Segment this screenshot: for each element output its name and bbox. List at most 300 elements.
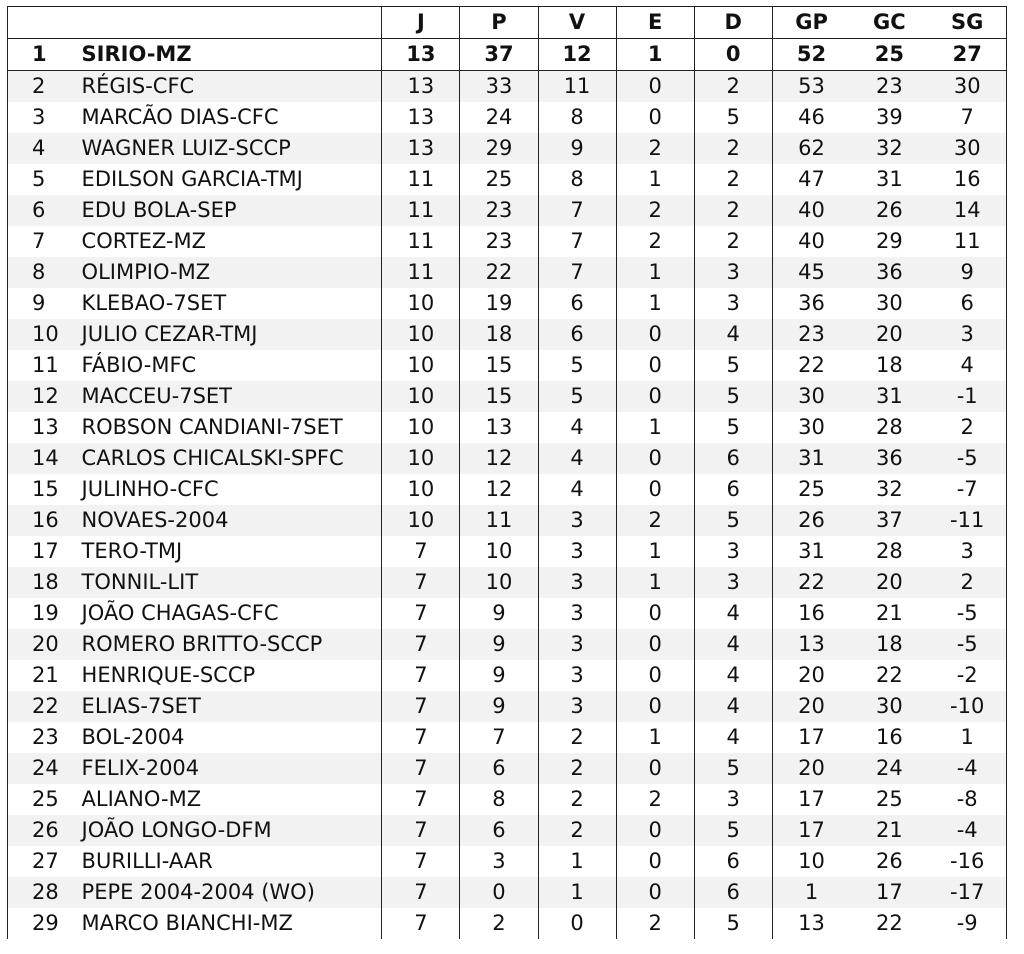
table-row bbox=[8, 474, 1007, 505]
table-row bbox=[8, 753, 1007, 784]
gp-cell: 13 bbox=[772, 908, 850, 939]
gp-cell: 30 bbox=[772, 381, 850, 412]
e-cell: 2 bbox=[616, 784, 694, 815]
e-cell: 2 bbox=[616, 195, 694, 226]
d-cell: 5 bbox=[694, 753, 772, 784]
j-cell: 11 bbox=[382, 195, 460, 226]
p-cell: 23 bbox=[460, 195, 538, 226]
table-row bbox=[8, 226, 1007, 257]
e-cell: 2 bbox=[616, 226, 694, 257]
d-cell: 4 bbox=[694, 598, 772, 629]
gc-cell: 30 bbox=[876, 291, 903, 315]
d-cell: 6 bbox=[694, 474, 772, 505]
sg-cell: 7 bbox=[928, 102, 1006, 133]
rank-cell: 24 bbox=[8, 753, 66, 784]
e-cell: 0 bbox=[616, 629, 694, 660]
table-row bbox=[8, 691, 1007, 722]
gc-cell: 25 bbox=[850, 39, 928, 71]
gc-cell: 28 bbox=[876, 415, 903, 439]
team-cell: BURILLI-AAR bbox=[81, 849, 213, 873]
sg-cell: -17 bbox=[928, 877, 1006, 908]
j-cell: 13 bbox=[382, 39, 460, 71]
j-cell: 10 bbox=[382, 412, 460, 443]
gc-cell: 21 bbox=[850, 815, 928, 846]
v-cell: 3 bbox=[538, 660, 616, 691]
standings-table-container bbox=[7, 6, 1007, 939]
table-row bbox=[8, 412, 1007, 443]
e-cell: 0 bbox=[616, 598, 694, 629]
j-cell: 10 bbox=[382, 319, 460, 350]
e-cell: 2 bbox=[616, 133, 694, 164]
gp-cell: 13 bbox=[772, 629, 850, 660]
v-cell: 5 bbox=[538, 350, 616, 381]
p-cell: 0 bbox=[460, 877, 538, 908]
e-cell: 0 bbox=[616, 350, 694, 381]
team-cell: FÁBIO-MFC bbox=[81, 353, 197, 377]
j-cell: 7 bbox=[382, 536, 460, 567]
gp-cell: 62 bbox=[772, 133, 850, 164]
rank-cell: 1 bbox=[8, 39, 66, 71]
team-cell: TONNIL-LIT bbox=[66, 567, 382, 598]
header-e: E bbox=[616, 7, 694, 39]
sg-cell: 16 bbox=[928, 164, 1006, 195]
p-cell: 6 bbox=[460, 753, 538, 784]
j-cell: 7 bbox=[382, 753, 460, 784]
gp-cell: 23 bbox=[772, 319, 850, 350]
p-cell: 6 bbox=[460, 815, 538, 846]
v-cell: 5 bbox=[538, 381, 616, 412]
d-cell: 2 bbox=[694, 226, 772, 257]
gc-cell: 17 bbox=[850, 877, 928, 908]
gp-cell: 20 bbox=[772, 660, 850, 691]
team-cell: NOVAES-2004 bbox=[66, 505, 382, 536]
rank-cell: 4 bbox=[8, 133, 66, 164]
rank-cell: 3 bbox=[8, 102, 66, 133]
sg-cell: -5 bbox=[928, 598, 1006, 629]
e-cell: 1 bbox=[616, 412, 694, 443]
team-cell: ROBSON CANDIANI-7SET bbox=[81, 415, 343, 439]
gp-cell: 17 bbox=[772, 784, 850, 815]
sg-cell: 2 bbox=[928, 412, 1006, 443]
d-cell: 3 bbox=[694, 567, 772, 598]
sg-cell: 2 bbox=[928, 567, 1006, 598]
j-cell: 7 bbox=[382, 815, 460, 846]
rank-cell: 9 bbox=[8, 288, 66, 319]
p-cell: 29 bbox=[460, 133, 538, 164]
team-cell: PEPE 2004-2004 (WO) bbox=[66, 877, 382, 908]
gc-cell: 37 bbox=[850, 505, 928, 536]
v-cell: 4 bbox=[538, 474, 616, 505]
team-cell: RÉGIS-CFC bbox=[66, 71, 382, 103]
v-cell: 4 bbox=[538, 443, 616, 474]
e-cell: 0 bbox=[616, 474, 694, 505]
gc-cell: 31 bbox=[876, 167, 903, 191]
team-cell: FELIX-2004 bbox=[66, 753, 382, 784]
standings-table bbox=[7, 6, 1007, 939]
j-cell: 10 bbox=[382, 474, 460, 505]
rank-cell: 7 bbox=[8, 226, 66, 257]
v-cell: 0 bbox=[538, 908, 616, 939]
table-row bbox=[8, 815, 1007, 846]
rank-cell: 19 bbox=[8, 598, 66, 629]
e-cell: 0 bbox=[616, 319, 694, 350]
sg-cell: -5 bbox=[928, 443, 1006, 474]
team-cell: KLEBAO-7SET bbox=[81, 291, 227, 315]
sg-cell: 6 bbox=[928, 288, 1006, 319]
team-cell: MARCO BIANCHI-MZ bbox=[81, 911, 293, 935]
d-cell: 6 bbox=[694, 877, 772, 908]
j-cell: 11 bbox=[382, 226, 460, 257]
v-cell: 6 bbox=[538, 319, 616, 350]
rank-cell: 18 bbox=[8, 567, 66, 598]
d-cell: 5 bbox=[694, 381, 772, 412]
sg-cell: -8 bbox=[928, 784, 1006, 815]
j-cell: 10 bbox=[382, 505, 460, 536]
rank-cell: 13 bbox=[8, 412, 66, 443]
p-cell: 13 bbox=[460, 412, 538, 443]
sg-cell: 30 bbox=[928, 133, 1006, 164]
gc-cell: 20 bbox=[850, 567, 928, 598]
v-cell: 8 bbox=[538, 164, 616, 195]
e-cell: 0 bbox=[616, 381, 694, 412]
team-cell: CORTEZ-MZ bbox=[81, 229, 206, 253]
d-cell: 5 bbox=[694, 412, 772, 443]
v-cell: 3 bbox=[538, 536, 616, 567]
j-cell: 7 bbox=[382, 691, 460, 722]
header-d: D bbox=[694, 7, 772, 39]
p-cell: 3 bbox=[460, 846, 538, 877]
sg-cell: 1 bbox=[928, 722, 1006, 753]
v-cell: 3 bbox=[538, 629, 616, 660]
d-cell: 6 bbox=[694, 443, 772, 474]
gc-cell: 29 bbox=[876, 229, 903, 253]
j-cell: 7 bbox=[382, 846, 460, 877]
j-cell: 7 bbox=[382, 784, 460, 815]
rank-cell: 23 bbox=[8, 722, 66, 753]
d-cell: 4 bbox=[694, 660, 772, 691]
table-row bbox=[8, 164, 1007, 195]
p-cell: 7 bbox=[460, 722, 538, 753]
gc-cell: 22 bbox=[876, 911, 903, 935]
gp-cell: 17 bbox=[772, 815, 850, 846]
j-cell: 10 bbox=[382, 350, 460, 381]
rank-cell: 2 bbox=[8, 71, 66, 103]
rank-cell: 27 bbox=[8, 846, 66, 877]
j-cell: 11 bbox=[382, 257, 460, 288]
v-cell: 7 bbox=[538, 195, 616, 226]
gp-cell: 16 bbox=[772, 598, 850, 629]
gp-cell: 30 bbox=[772, 412, 850, 443]
gp-cell: 40 bbox=[772, 226, 850, 257]
gp-cell: 31 bbox=[772, 536, 850, 567]
rank-cell: 11 bbox=[8, 350, 66, 381]
table-row bbox=[8, 133, 1007, 164]
j-cell: 13 bbox=[382, 133, 460, 164]
sg-cell: 3 bbox=[928, 319, 1006, 350]
table-row bbox=[8, 598, 1007, 629]
j-cell: 7 bbox=[382, 567, 460, 598]
rank-cell: 8 bbox=[8, 257, 66, 288]
v-cell: 7 bbox=[538, 226, 616, 257]
team-cell: EDILSON GARCIA-TMJ bbox=[81, 167, 303, 191]
e-cell: 2 bbox=[616, 908, 694, 939]
team-cell: CARLOS CHICALSKI-SPFC bbox=[66, 443, 382, 474]
d-cell: 2 bbox=[694, 133, 772, 164]
d-cell: 0 bbox=[694, 39, 772, 71]
rank-cell: 29 bbox=[8, 908, 66, 939]
p-cell: 15 bbox=[460, 350, 538, 381]
table-row bbox=[8, 71, 1007, 103]
header-gp: GP bbox=[772, 7, 850, 39]
table-row bbox=[8, 350, 1007, 381]
p-cell: 9 bbox=[460, 629, 538, 660]
team-cell: JOÃO CHAGAS-CFC bbox=[81, 601, 279, 625]
gp-cell: 36 bbox=[772, 288, 850, 319]
d-cell: 5 bbox=[694, 815, 772, 846]
header-rank bbox=[8, 7, 66, 39]
table-row bbox=[8, 381, 1007, 412]
v-cell: 3 bbox=[538, 505, 616, 536]
rank-cell: 14 bbox=[8, 443, 66, 474]
gc-cell: 18 bbox=[876, 353, 903, 377]
v-cell: 3 bbox=[538, 691, 616, 722]
gp-cell: 20 bbox=[772, 753, 850, 784]
j-cell: 10 bbox=[382, 288, 460, 319]
gp-cell: 40 bbox=[772, 195, 850, 226]
sg-cell: -10 bbox=[928, 691, 1006, 722]
team-cell: BOL-2004 bbox=[81, 725, 185, 749]
gc-cell: 31 bbox=[850, 381, 928, 412]
header-team bbox=[66, 7, 382, 39]
gp-cell: 22 bbox=[772, 350, 850, 381]
j-cell: 10 bbox=[382, 381, 460, 412]
gc-cell: 21 bbox=[876, 601, 903, 625]
table-row bbox=[8, 908, 1007, 939]
gp-cell: 53 bbox=[772, 71, 850, 103]
p-cell: 18 bbox=[460, 319, 538, 350]
v-cell: 6 bbox=[538, 288, 616, 319]
e-cell: 0 bbox=[616, 660, 694, 691]
e-cell: 1 bbox=[616, 39, 694, 71]
sg-cell: -5 bbox=[928, 629, 1006, 660]
rank-cell: 15 bbox=[8, 474, 66, 505]
gc-cell: 36 bbox=[850, 443, 928, 474]
rank-cell: 10 bbox=[8, 319, 66, 350]
table-row bbox=[8, 288, 1007, 319]
v-cell: 9 bbox=[538, 133, 616, 164]
p-cell: 11 bbox=[460, 505, 538, 536]
sg-cell: 14 bbox=[928, 195, 1006, 226]
sg-cell: 11 bbox=[928, 226, 1006, 257]
rank-cell: 12 bbox=[8, 381, 66, 412]
p-cell: 12 bbox=[460, 474, 538, 505]
p-cell: 2 bbox=[460, 908, 538, 939]
table-row bbox=[8, 567, 1007, 598]
table-row bbox=[8, 784, 1007, 815]
d-cell: 6 bbox=[694, 846, 772, 877]
e-cell: 1 bbox=[616, 536, 694, 567]
rank-cell: 25 bbox=[8, 784, 66, 815]
d-cell: 4 bbox=[694, 722, 772, 753]
gc-cell: 20 bbox=[850, 319, 928, 350]
gc-cell: 26 bbox=[850, 195, 928, 226]
v-cell: 3 bbox=[538, 567, 616, 598]
table-row bbox=[8, 195, 1007, 226]
table-row bbox=[8, 846, 1007, 877]
v-cell: 2 bbox=[538, 815, 616, 846]
j-cell: 13 bbox=[382, 102, 460, 133]
sg-cell: -4 bbox=[928, 753, 1006, 784]
team-cell: WAGNER LUIZ-SCCP bbox=[66, 133, 382, 164]
gp-cell: 26 bbox=[772, 505, 850, 536]
p-cell: 15 bbox=[460, 381, 538, 412]
rank-cell: 20 bbox=[8, 629, 66, 660]
gc-cell: 36 bbox=[850, 257, 928, 288]
header-v: V bbox=[538, 7, 616, 39]
e-cell: 0 bbox=[616, 71, 694, 103]
gc-cell: 39 bbox=[876, 105, 903, 129]
v-cell: 2 bbox=[538, 784, 616, 815]
e-cell: 2 bbox=[616, 505, 694, 536]
d-cell: 5 bbox=[694, 505, 772, 536]
e-cell: 0 bbox=[616, 846, 694, 877]
gp-cell: 17 bbox=[772, 722, 850, 753]
j-cell: 7 bbox=[382, 908, 460, 939]
rank-cell: 21 bbox=[8, 660, 66, 691]
e-cell: 1 bbox=[616, 257, 694, 288]
table-row bbox=[8, 629, 1007, 660]
d-cell: 4 bbox=[694, 691, 772, 722]
sg-cell: 4 bbox=[928, 350, 1006, 381]
sg-cell: -9 bbox=[928, 908, 1006, 939]
team-cell: ALIANO-MZ bbox=[81, 787, 202, 811]
d-cell: 5 bbox=[694, 102, 772, 133]
gc-cell: 32 bbox=[850, 133, 928, 164]
gp-cell: 10 bbox=[772, 846, 850, 877]
sg-cell: -4 bbox=[928, 815, 1006, 846]
gc-cell: 24 bbox=[850, 753, 928, 784]
rank-cell: 5 bbox=[8, 164, 66, 195]
gp-cell: 52 bbox=[772, 39, 850, 71]
sg-cell: -11 bbox=[928, 505, 1006, 536]
d-cell: 3 bbox=[694, 784, 772, 815]
sg-cell: -7 bbox=[928, 474, 1006, 505]
j-cell: 7 bbox=[382, 660, 460, 691]
team-cell: JULIO CEZAR-TMJ bbox=[66, 319, 382, 350]
gc-cell: 23 bbox=[850, 71, 928, 103]
gp-cell: 1 bbox=[772, 877, 850, 908]
v-cell: 1 bbox=[538, 846, 616, 877]
team-cell: OLIMPIO-MZ bbox=[66, 257, 382, 288]
v-cell: 11 bbox=[538, 71, 616, 103]
rank-cell: 17 bbox=[8, 536, 66, 567]
table-row bbox=[8, 102, 1007, 133]
team-cell: JOÃO LONGO-DFM bbox=[66, 815, 382, 846]
gp-cell: 47 bbox=[772, 164, 850, 195]
sg-cell: 27 bbox=[928, 39, 1006, 71]
gp-cell: 22 bbox=[772, 567, 850, 598]
p-cell: 33 bbox=[460, 71, 538, 103]
header-p: P bbox=[460, 7, 538, 39]
rank-cell: 16 bbox=[8, 505, 66, 536]
d-cell: 3 bbox=[694, 536, 772, 567]
rank-cell: 22 bbox=[8, 691, 66, 722]
j-cell: 10 bbox=[382, 443, 460, 474]
gp-cell: 31 bbox=[772, 443, 850, 474]
v-cell: 7 bbox=[538, 257, 616, 288]
table-row bbox=[8, 505, 1007, 536]
p-cell: 9 bbox=[460, 598, 538, 629]
team-cell: ELIAS-7SET bbox=[66, 691, 382, 722]
d-cell: 4 bbox=[694, 319, 772, 350]
v-cell: 1 bbox=[538, 877, 616, 908]
header-gc: GC bbox=[850, 7, 928, 39]
p-cell: 9 bbox=[460, 691, 538, 722]
d-cell: 3 bbox=[694, 288, 772, 319]
d-cell: 2 bbox=[694, 195, 772, 226]
e-cell: 0 bbox=[616, 443, 694, 474]
team-cell: MARCÃO DIAS-CFC bbox=[81, 105, 279, 129]
team-cell: ROMERO BRITTO-SCCP bbox=[66, 629, 382, 660]
d-cell: 5 bbox=[694, 908, 772, 939]
rank-cell: 28 bbox=[8, 877, 66, 908]
e-cell: 0 bbox=[616, 877, 694, 908]
gc-cell: 25 bbox=[876, 787, 903, 811]
team-cell: EDU BOLA-SEP bbox=[66, 195, 382, 226]
e-cell: 0 bbox=[616, 102, 694, 133]
j-cell: 7 bbox=[382, 877, 460, 908]
d-cell: 2 bbox=[694, 164, 772, 195]
gp-cell: 25 bbox=[772, 474, 850, 505]
e-cell: 0 bbox=[616, 815, 694, 846]
sg-cell: -16 bbox=[928, 846, 1006, 877]
table-row bbox=[8, 722, 1007, 753]
gc-cell: 32 bbox=[876, 477, 903, 501]
header-row bbox=[8, 7, 1007, 39]
p-cell: 12 bbox=[460, 443, 538, 474]
p-cell: 23 bbox=[460, 226, 538, 257]
d-cell: 5 bbox=[694, 350, 772, 381]
gp-cell: 20 bbox=[772, 691, 850, 722]
p-cell: 8 bbox=[460, 784, 538, 815]
j-cell: 7 bbox=[382, 598, 460, 629]
gc-cell: 16 bbox=[876, 725, 903, 749]
p-cell: 24 bbox=[460, 102, 538, 133]
e-cell: 0 bbox=[616, 691, 694, 722]
table-row bbox=[8, 319, 1007, 350]
gc-cell: 22 bbox=[876, 663, 903, 687]
p-cell: 10 bbox=[460, 567, 538, 598]
sg-cell: 30 bbox=[928, 71, 1006, 103]
header-sg: SG bbox=[928, 7, 1006, 39]
sg-cell: -1 bbox=[928, 381, 1006, 412]
e-cell: 1 bbox=[616, 288, 694, 319]
v-cell: 3 bbox=[538, 598, 616, 629]
gc-cell: 18 bbox=[850, 629, 928, 660]
table-row bbox=[8, 660, 1007, 691]
j-cell: 7 bbox=[382, 722, 460, 753]
header-j: J bbox=[382, 7, 460, 39]
rank-cell: 26 bbox=[8, 815, 66, 846]
j-cell: 13 bbox=[382, 71, 460, 103]
v-cell: 4 bbox=[538, 412, 616, 443]
team-cell: MACCEU-7SET bbox=[66, 381, 382, 412]
gc-cell: 30 bbox=[850, 691, 928, 722]
team-cell: SIRIO-MZ bbox=[66, 39, 382, 71]
team-cell: HENRIQUE-SCCP bbox=[81, 663, 256, 687]
gc-cell: 26 bbox=[876, 849, 903, 873]
gp-cell: 46 bbox=[772, 102, 850, 133]
